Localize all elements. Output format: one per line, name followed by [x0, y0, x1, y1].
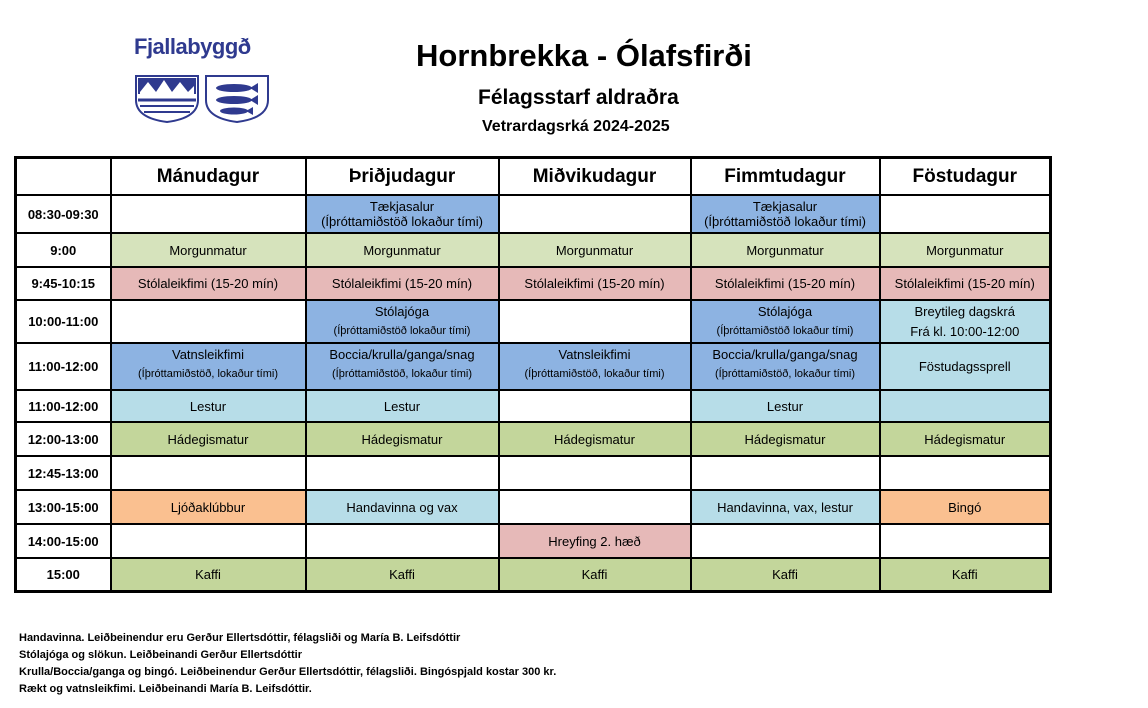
- activity-cell: [499, 558, 691, 591]
- activity-label: Morgunmatur: [926, 242, 1004, 258]
- activity-cell: [499, 300, 691, 343]
- activity-cell: [691, 422, 880, 456]
- activity-cell: [111, 195, 306, 233]
- activity-label: [112, 196, 305, 199]
- table-row: [16, 267, 1051, 300]
- activity-cell: [691, 300, 880, 343]
- activity-cell: [111, 456, 306, 490]
- activity-label: [500, 196, 690, 199]
- activity-cell: [306, 558, 499, 591]
- activity-cell: [111, 422, 306, 456]
- note-line: Rækt og vatnsleikfimi. Leiðbeinandi María B. Leifsdóttir.: [19, 683, 312, 695]
- activity-cell: [111, 558, 306, 591]
- activity-label: Lestur: [383, 398, 421, 414]
- activity-label: Morgunmatur: [555, 242, 634, 258]
- table-row: [16, 422, 1051, 456]
- day-header: Föstudagur: [880, 158, 1051, 196]
- coat-of-arms-icon: [134, 74, 272, 124]
- activity-label: Morgunmatur: [169, 242, 247, 258]
- activity-cell: [499, 422, 691, 456]
- note-line: Handavinna. Leiðbeinendur eru Gerður Ellertsdóttir, félagsliði og María B. Leifsdóttir: [19, 632, 461, 644]
- activity-label: Stólaleikfimi (15-20 mín): [714, 276, 856, 291]
- activity-cell: [111, 300, 306, 343]
- activity-label: Stólajóga: [374, 304, 430, 319]
- activity-label: Kaffi: [581, 566, 608, 582]
- activity-label: Morgunmatur: [746, 242, 824, 258]
- activity-cell: [111, 390, 306, 422]
- activity-cell: [499, 195, 691, 233]
- activity-cell: [306, 195, 499, 233]
- season-label: Vetrardagsrká 2024-2025: [482, 118, 670, 135]
- activity-cell: [691, 267, 880, 300]
- activity-cell: [306, 233, 499, 267]
- activity-label: Lestur: [189, 398, 227, 414]
- table-row: [16, 490, 1051, 524]
- activity-cell: [306, 490, 499, 524]
- activity-cell: [880, 300, 1051, 343]
- activity-cell: [306, 343, 499, 390]
- activity-cell: [880, 524, 1051, 558]
- notes: [19, 630, 556, 698]
- activity-note: Frá kl. 10:00-12:00: [910, 324, 1020, 339]
- activity-cell: [691, 390, 880, 422]
- activity-cell: [691, 343, 880, 390]
- day-header: Mánudagur: [111, 158, 306, 196]
- logo-text: Fjallabyggð: [134, 34, 251, 59]
- activity-label: Hádegismatur: [167, 431, 249, 447]
- activity-cell: [880, 422, 1051, 456]
- activity-label: Tækjasalur: [752, 199, 818, 214]
- activity-cell: [499, 390, 691, 422]
- time-cell: 15:00: [16, 558, 111, 591]
- activity-location: (Íþróttamiðstöð, lokaður tími): [715, 368, 855, 380]
- activity-cell: [499, 267, 691, 300]
- activity-label: Stólajóga: [757, 304, 813, 319]
- note-line: Krulla/Boccia/ganga og bingó. Leiðbeinendur Gerður Ellertsdóttir, félagsliði. Bingóspjald kostar 300 kr.: [19, 666, 557, 678]
- activity-cell: [691, 456, 880, 490]
- activity-label: Bingó: [948, 499, 982, 515]
- activity-label: Kaffi: [389, 566, 415, 582]
- activity-cell: [306, 300, 499, 343]
- activity-label: Vatnsleikfimi: [171, 347, 244, 362]
- activity-cell: [306, 456, 499, 490]
- activity-label: Kaffi: [195, 566, 221, 582]
- activity-label: Stólaleikfimi (15-20 mín): [894, 276, 1035, 291]
- activity-label: Hádegismatur: [744, 431, 826, 447]
- activity-cell: [880, 456, 1051, 490]
- activity-label: Kaffi: [772, 566, 798, 582]
- time-cell: 9:45-10:15: [16, 267, 111, 300]
- activity-cell: [306, 267, 499, 300]
- activity-cell: [691, 524, 880, 558]
- activity-label: Breytileg dagskrá: [914, 304, 1015, 319]
- activity-cell: [880, 195, 1051, 233]
- activity-cell: [880, 558, 1051, 591]
- activity-label: Boccia/krulla/ganga/snag: [712, 347, 858, 362]
- activity-label: Boccia/krulla/ganga/snag: [329, 347, 475, 362]
- activity-cell: [880, 390, 1051, 422]
- time-cell: 11:00-12:00: [16, 390, 111, 422]
- time-cell: 14:00-15:00: [16, 524, 111, 558]
- activity-cell: [691, 233, 880, 267]
- page-subtitle: Félagsstarf aldraðra: [478, 86, 679, 109]
- activity-cell: [499, 233, 691, 267]
- activity-label: Handavinna og vax: [346, 499, 458, 515]
- activity-location: (Íþróttamiðstöð, lokaður tími): [332, 368, 472, 380]
- activity-cell: [880, 267, 1051, 300]
- table-row: [16, 343, 1051, 390]
- activity-cell: [880, 233, 1051, 267]
- activity-cell: [111, 343, 306, 390]
- activity-cell: [880, 490, 1051, 524]
- day-header: Þriðjudagur: [306, 158, 499, 196]
- activity-cell: [880, 343, 1051, 390]
- activity-cell: [691, 490, 880, 524]
- page-title: Hornbrekka - Ólafsfirði: [416, 38, 752, 73]
- table-row: [16, 456, 1051, 490]
- time-cell: 11:00-12:00: [16, 343, 111, 390]
- activity-note: (Íþróttamiðstöð lokaður tími): [321, 214, 483, 229]
- time-cell: 13:00-15:00: [16, 490, 111, 524]
- activity-cell: [499, 524, 691, 558]
- activity-cell: [691, 195, 880, 233]
- activity-location: (Íþróttamiðstöð, lokaður tími): [524, 368, 665, 380]
- activity-label: Stólaleikfimi (15-20 mín): [331, 276, 473, 291]
- activity-label: Handavinna, vax, lestur: [717, 499, 853, 515]
- note-line: Stólajóga og slökun. Leiðbeinandi Gerður Ellertsdóttir: [19, 649, 302, 661]
- fjallabyggd-logo: [134, 34, 272, 124]
- activity-cell: [499, 343, 691, 390]
- table-row: [16, 195, 1051, 233]
- activity-cell: [111, 524, 306, 558]
- corner-cell: [16, 158, 111, 196]
- activity-location: (Íþróttamiðstöð lokaður tími): [333, 325, 471, 337]
- table-row: [16, 300, 1051, 343]
- table-row: [16, 524, 1051, 558]
- activity-label: Lestur: [766, 398, 804, 414]
- header-row: [16, 158, 1051, 196]
- activity-label: Stólaleikfimi (15-20 mín): [524, 276, 665, 291]
- table-row: [16, 390, 1051, 422]
- activity-label: Kaffi: [951, 566, 978, 582]
- activity-cell: [111, 267, 306, 300]
- activity-label: Föstudagssprell: [918, 359, 1011, 374]
- activity-label: Tækjasalur: [369, 199, 435, 214]
- time-cell: 12:00-13:00: [16, 422, 111, 456]
- schedule-table-wrapper: [14, 156, 1052, 593]
- table-row: [16, 558, 1051, 591]
- time-cell: 12:45-13:00: [16, 456, 111, 490]
- activity-location: (Íþróttamiðstöð lokaður tími): [716, 325, 854, 337]
- day-header: Miðvikudagur: [499, 158, 691, 196]
- schedule-body: [16, 195, 1051, 591]
- time-cell: 10:00-11:00: [16, 300, 111, 343]
- activity-label: Hreyfing 2. hæð: [548, 533, 641, 549]
- activity-cell: [499, 456, 691, 490]
- activity-cell: [691, 558, 880, 591]
- activity-cell: [111, 490, 306, 524]
- activity-label: Hádegismatur: [554, 431, 635, 447]
- activity-note: (Íþróttamiðstöð lokaður tími): [704, 214, 866, 229]
- day-header: Fimmtudagur: [691, 158, 880, 196]
- activity-label: [881, 196, 1050, 199]
- activity-cell: [499, 490, 691, 524]
- activity-label: Vatnsleikfimi: [558, 347, 631, 362]
- activity-location: (Íþróttamiðstöð, lokaður tími): [138, 368, 278, 380]
- activity-cell: [111, 233, 306, 267]
- activity-label: Hádegismatur: [924, 431, 1006, 447]
- activity-label: Stólaleikfimi (15-20 mín): [137, 276, 279, 291]
- time-cell: 08:30-09:30: [16, 195, 111, 233]
- activity-cell: [306, 422, 499, 456]
- time-cell: 9:00: [16, 233, 111, 267]
- activity-label: Hádegismatur: [361, 431, 443, 447]
- schedule-table: [14, 156, 1052, 593]
- activity-cell: [306, 390, 499, 422]
- activity-label: Morgunmatur: [363, 242, 441, 258]
- activity-label: Ljóðaklúbbur: [170, 499, 246, 515]
- activity-cell: [306, 524, 499, 558]
- table-row: [16, 233, 1051, 267]
